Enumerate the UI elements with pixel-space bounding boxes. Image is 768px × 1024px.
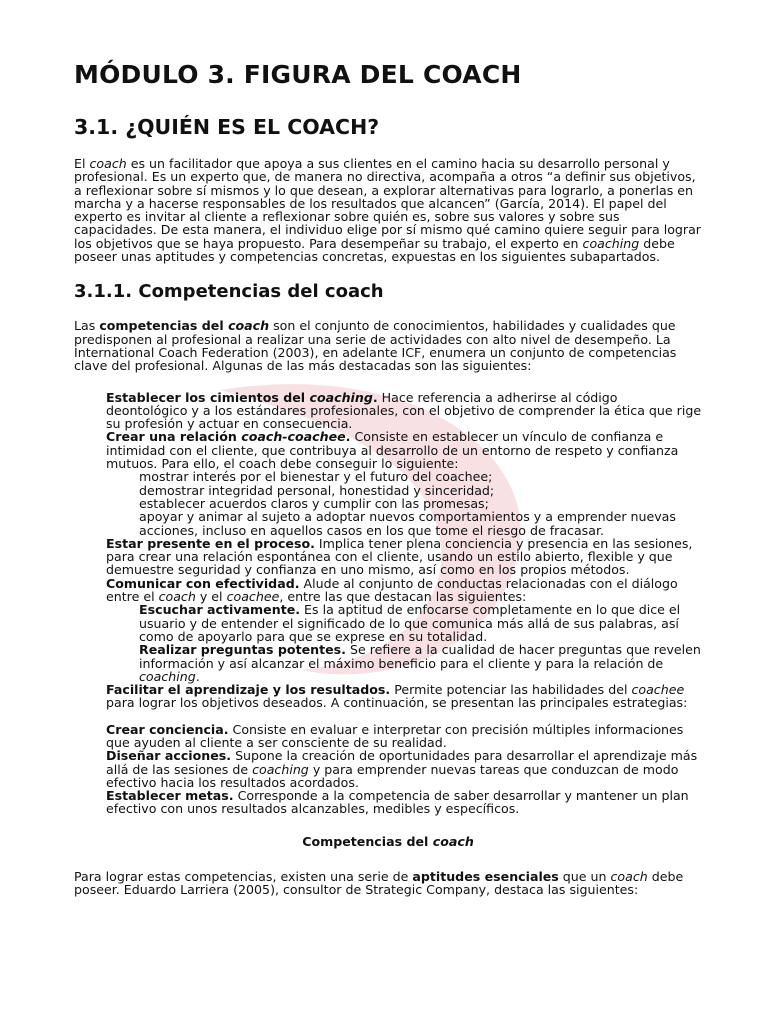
text-run: coaching bbox=[309, 389, 373, 405]
text-run: coaching bbox=[252, 761, 309, 777]
text-run: aptitudes esenciales bbox=[412, 869, 559, 885]
text-run: El bbox=[74, 156, 90, 171]
intro-paragraph bbox=[74, 157, 702, 263]
text-run: coach bbox=[432, 833, 474, 849]
text-run: . bbox=[195, 668, 200, 684]
text-run: , entre las que destacan las siguientes: bbox=[279, 589, 527, 605]
text-run: coaching bbox=[139, 668, 196, 684]
text-run: Establecer metas. bbox=[106, 788, 234, 804]
text-run: Crear conciencia. bbox=[106, 721, 229, 737]
text-run: Corresponde a la competencia de saber desarrollar y mantener un plan efectivo con unos resultados alcanzables, medibles y específicos. bbox=[106, 788, 689, 817]
figure-caption bbox=[74, 835, 702, 848]
sub-item: establecer acuerdos claros y cumplir con las promesas; bbox=[139, 495, 489, 511]
text-run: Establecer los cimientos del bbox=[106, 389, 310, 405]
text-run: Alude al conjunto de conductas relacionadas con el diálogo entre el bbox=[106, 575, 678, 605]
text-run: debe poseer unas aptitudes y competencias concretas, expuestas en los siguientes subapartados. bbox=[74, 235, 675, 265]
section-heading: 3.1. ¿QUIÉN ES EL COACH? bbox=[74, 115, 380, 139]
text-run: competencias del bbox=[99, 318, 229, 334]
sub-item-preguntas bbox=[139, 643, 702, 683]
list-item-metas bbox=[106, 789, 702, 816]
list-item-presente bbox=[106, 537, 702, 577]
text-run: Supone la creación de oportunidades para desarrollar el aprendizaje más allá de las sesiones de bbox=[106, 748, 698, 777]
module-title: MÓDULO 3. FIGURA DEL COACH bbox=[74, 60, 522, 89]
text-run: Es la aptitud de enfocarse completamente en lo que dice el usuario y de entender el significado de lo que comunica más allá de sus palabras, así como de apoyarlo para que se exprese en su totalidad. bbox=[139, 602, 681, 644]
text-run: Escuchar activamente. bbox=[139, 602, 301, 618]
text-run: Para lograr estas competencias, existen una serie de bbox=[74, 869, 413, 885]
aptitudes-paragraph bbox=[74, 870, 702, 897]
text-run: Implica tener plena conciencia y presencia en las sesiones, para crear una relación espontánea con el cliente, usando un estilo abierto, flexible y que demuestre seguridad y confianza en uno mismo, así como en los propios métodos. bbox=[106, 535, 693, 578]
text-run: coachee bbox=[226, 589, 280, 605]
text-run: Hace referencia a adherirse al código deontológico y a los estándares profesionales, con el objetivo de comprender la ética que rige su profesión y actuar en consecuencia. bbox=[106, 389, 702, 432]
text-run: Estar presente en el proceso. bbox=[106, 535, 315, 551]
text-run: coach bbox=[610, 869, 648, 885]
text-run: Competencias del bbox=[302, 833, 433, 849]
text-run: Permite potenciar las habilidades del bbox=[390, 682, 632, 698]
text-run: Consiste en evaluar e interpretar con precisión múltiples informaciones que ayuden al cliente a ser consciente de su realidad. bbox=[106, 721, 684, 750]
text-run: Crear una relación bbox=[106, 429, 242, 445]
text-run: . bbox=[345, 429, 351, 445]
list-item-comunicar bbox=[106, 577, 702, 604]
list-item-relacion bbox=[106, 430, 702, 470]
text-run: para lograr los objetivos deseados. A continuación, se presentan las principales estrategias: bbox=[106, 695, 688, 711]
text-run: Realizar preguntas potentes. bbox=[139, 642, 346, 658]
text-run: Las bbox=[74, 318, 100, 334]
text-run: coach bbox=[228, 318, 270, 334]
sub-item: demostrar integridad personal, honestidad y sinceridad; bbox=[139, 482, 495, 498]
text-run: Comunicar con efectividad. bbox=[106, 575, 300, 591]
competencias-intro-paragraph bbox=[74, 319, 702, 372]
document-content bbox=[74, 60, 702, 897]
text-run: coach-coachee bbox=[241, 429, 346, 445]
subsection-heading: 3.1.1. Competencias del coach bbox=[74, 281, 384, 303]
sub-item: mostrar interés por el bienestar y el futuro del coachee; bbox=[139, 469, 493, 485]
text-run: es un facilitador que apoya a sus clientes en el camino hacia su desarrollo personal y profesional. Es un experto que, de manera no directiva, acompaña a otros “a definir sus objetivos, a reflexionar sobre sí mismos y lo que desean, a explorar alternativas para lograrlo, a ponerlas en marcha y a hacerse responsables de los resultados que alcancen” (García, 2014). El papel del experto es invitar al cliente a reflexionar sobre quién es, sobre sus valores y sobre sus capacidades. De esta manera, el individuo elige por sí mismo qué camino quiere seguir para lograr los objetivos que se haya propuesto. Para desempeñar su trabajo, el experto en bbox=[74, 156, 701, 251]
text-run: son el conjunto de conocimientos, habilidades y cualidades que predisponen al profesional a realizar una serie de actividades con alto nivel de desempeño. La International Coach Federation (2003), en adelante ICF, enumera un conjunto de competencias clave del profesional. Algunas de las más destacadas son las siguientes: bbox=[74, 318, 677, 374]
text-run: y el bbox=[195, 589, 227, 605]
text-run: Se refiere a la cualidad de hacer preguntas que revelen información y así alcanzar el máximo beneficio para el cliente y para la relación de bbox=[139, 642, 701, 671]
list-item-cimientos bbox=[106, 391, 702, 431]
text-run: coach bbox=[89, 156, 127, 171]
text-run: . bbox=[372, 389, 378, 405]
text-run: debe poseer. Eduardo Larriera (2005), consultor de Strategic Company, destaca las siguientes: bbox=[74, 869, 684, 898]
text-run: Consiste en establecer un vínculo de confianza e intimidad con el cliente, que contribuya al desarrollo de un entorno de respeto y confianza mutuos. Para ello, el coach debe conseguir lo siguiente: bbox=[106, 429, 679, 472]
text-run: coaching bbox=[582, 235, 640, 251]
text-run: Diseñar acciones. bbox=[106, 748, 232, 764]
text-run: Facilitar el aprendizaje y los resultados. bbox=[106, 682, 391, 698]
text-run: coach bbox=[158, 589, 196, 605]
list-item-acciones bbox=[106, 749, 702, 789]
text-run: coachee bbox=[631, 682, 685, 698]
sub-item: apoyar y animar al sujeto a adoptar nuevos comportamientos y a emprender nuevas acciones, incluso en aquellos casos en los que tome el riesgo de fracasar. bbox=[139, 509, 676, 538]
text-run: y para emprender nuevas tareas que conduzcan de modo efectivo hacia los resultados acordados. bbox=[106, 761, 679, 790]
list-item-conciencia bbox=[106, 723, 702, 750]
text-run: que un bbox=[558, 869, 611, 885]
sub-item-escuchar bbox=[139, 603, 702, 643]
list-item-facilitar bbox=[106, 683, 702, 710]
